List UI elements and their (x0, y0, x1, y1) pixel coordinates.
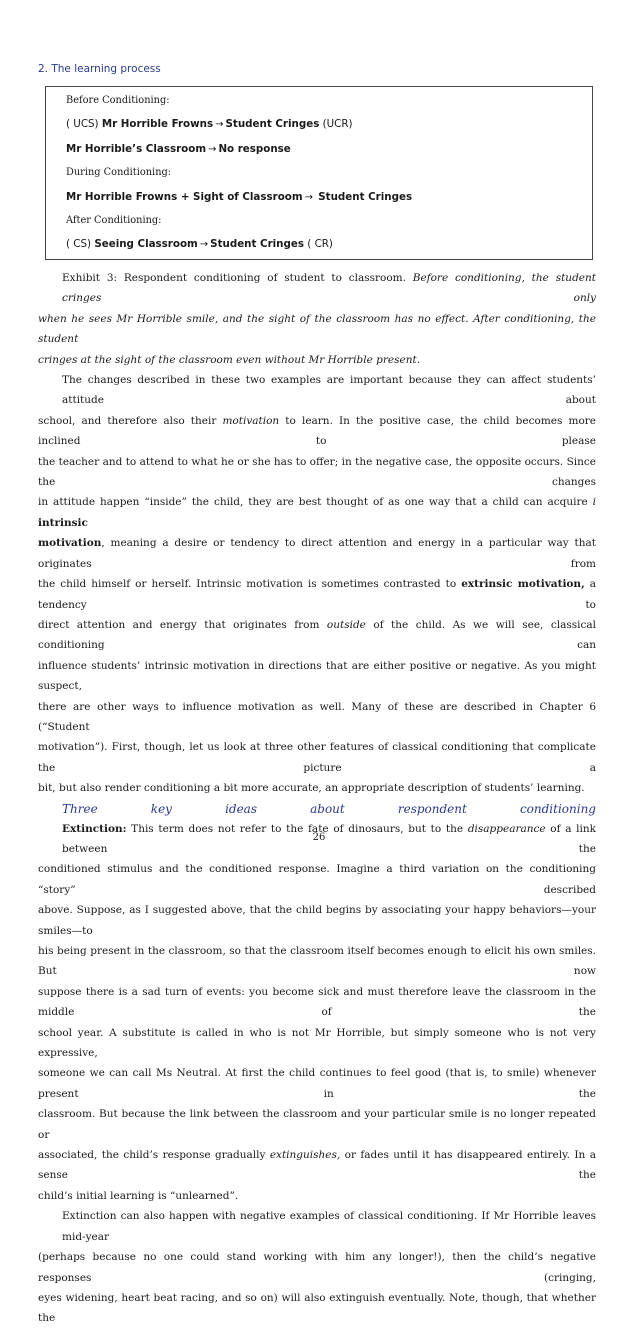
paragraph-line: influence students’ intrinsic motivation in directions that are either positive or negative. As you might suspect, (38, 659, 596, 693)
paragraph-line: associated, the child’s response gradually extinguishes, or fades until it has disappeared entirely. In a sense the (38, 1149, 596, 1182)
during-conditioning-label: During Conditioning: (66, 167, 172, 178)
paragraph-line: Extinction can also happen with negative examples of classical conditioning. If Mr Horrible leaves mid-year (62, 1210, 596, 1243)
subheading: Three key ideas about respondent conditioning (62, 801, 596, 816)
exhibit-line-ucs: ( UCS) Mr Horrible Frowns → Student Cringes (UCR) (66, 118, 353, 130)
arrow-icon: → (199, 239, 209, 250)
exhibit-line-during: Mr Horrible Frowns + Sight of Classroom → Student Cringes (66, 191, 413, 203)
paragraph-line: direct attention and energy that originates from outside of the child. As we will see, classical conditioning can (38, 618, 596, 652)
after-conditioning-label: After Conditioning: (66, 215, 162, 226)
exhibit-line-cs: ( CS) Seeing Classroom → Student Cringes ( CR) (66, 238, 333, 250)
paragraph-line: conditioned stimulus and the conditioned response. Imagine a third variation on the conditioning “story” described (38, 863, 596, 896)
paragraph-line: above. Suppose, as I suggested above, that the child begins by associating your happy behaviors—your smiles—to (38, 904, 596, 937)
before-conditioning-label: Before Conditioning: (66, 95, 170, 106)
page-number: 26 (312, 832, 326, 843)
body-text (38, 268, 596, 1329)
caption-line: Exhibit 3: Respondent conditioning of student to classroom. Before conditioning, the student cringes only (62, 272, 596, 305)
paragraph-line: the child himself or herself. Intrinsic motivation is sometimes contrasted to extrinsic motivation, a tendency to (38, 578, 596, 611)
arrow-icon: → (208, 144, 217, 155)
paragraph-line: child’s initial learning is “unlearned”. (38, 1189, 239, 1202)
paragraph-line: The changes described in these two examples are important because they can affect students’ attitude about (62, 374, 596, 407)
paragraph-line: classroom. But because the link between the classroom and your particular smile is no longer repeated or (38, 1108, 596, 1141)
paragraph-line: (perhaps because no one could stand working with him any longer!), then the child’s negative responses (cringing, (38, 1251, 596, 1284)
paragraph-line: motivation”). First, though, let us look at three other features of classical conditioning that complicate the picture a (38, 741, 596, 774)
paragraph-line: in attitude happen “inside” the child, they are best thought of as one way that a child can acquire i intrinsic (38, 496, 596, 529)
paragraph-line: school year. A substitute is called in who is not Mr Horrible, but simply someone who is not very expressive, (38, 1026, 596, 1060)
caption-line: when he sees Mr Horrible smile, and the sight of the classroom has no effect. After conditioning, the student (38, 312, 596, 346)
paragraph-line: Extinction: This term does not refer to the fate of dinosaurs, but to the disappearance of a link between the (62, 822, 597, 855)
paragraph-line: the teacher and to attend to what he or she has to offer; in the negative case, the opposite occurs. Since the changes (38, 455, 596, 489)
paragraph-line: suppose there is a sad turn of events: you become sick and must therefore leave the classroom in the middle of the (38, 985, 596, 1019)
paragraph-line: eyes widening, heart beat racing, and so on) will also extinguish eventually. Note, though, that whether the (38, 1291, 596, 1325)
exhibit-box (45, 86, 593, 260)
caption-line: cringes at the sight of the classroom even without Mr Horrible present. (38, 353, 421, 366)
paragraph-line: someone we can call Ms Neutral. At first the child continues to feel good (that is, to smile) whenever present in the (38, 1067, 596, 1100)
paragraph-line: school, and therefore also their motivation to learn. In the positive case, the child becomes more inclined to please (38, 414, 597, 448)
arrow-icon: → (215, 119, 224, 130)
paragraph-line: there are other ways to influence motivation as well. Many of these are described in Chapter 6 (“Student (38, 700, 596, 733)
paragraph-line: motivation, meaning a desire or tendency to direct attention and energy in a particular way that originates from (38, 537, 596, 570)
exhibit-line-classroom: Mr Horrible’s Classroom → No response (66, 143, 291, 155)
paragraph-line: bit, but also render conditioning a bit more accurate, an appropriate description of students’ learning. (38, 782, 585, 795)
section-heading: 2. The learning process (38, 63, 161, 75)
arrow-icon: → (304, 192, 313, 203)
paragraph-line: his being present in the classroom, so that the classroom itself becomes enough to elicit his own smiles. But now (38, 945, 596, 978)
